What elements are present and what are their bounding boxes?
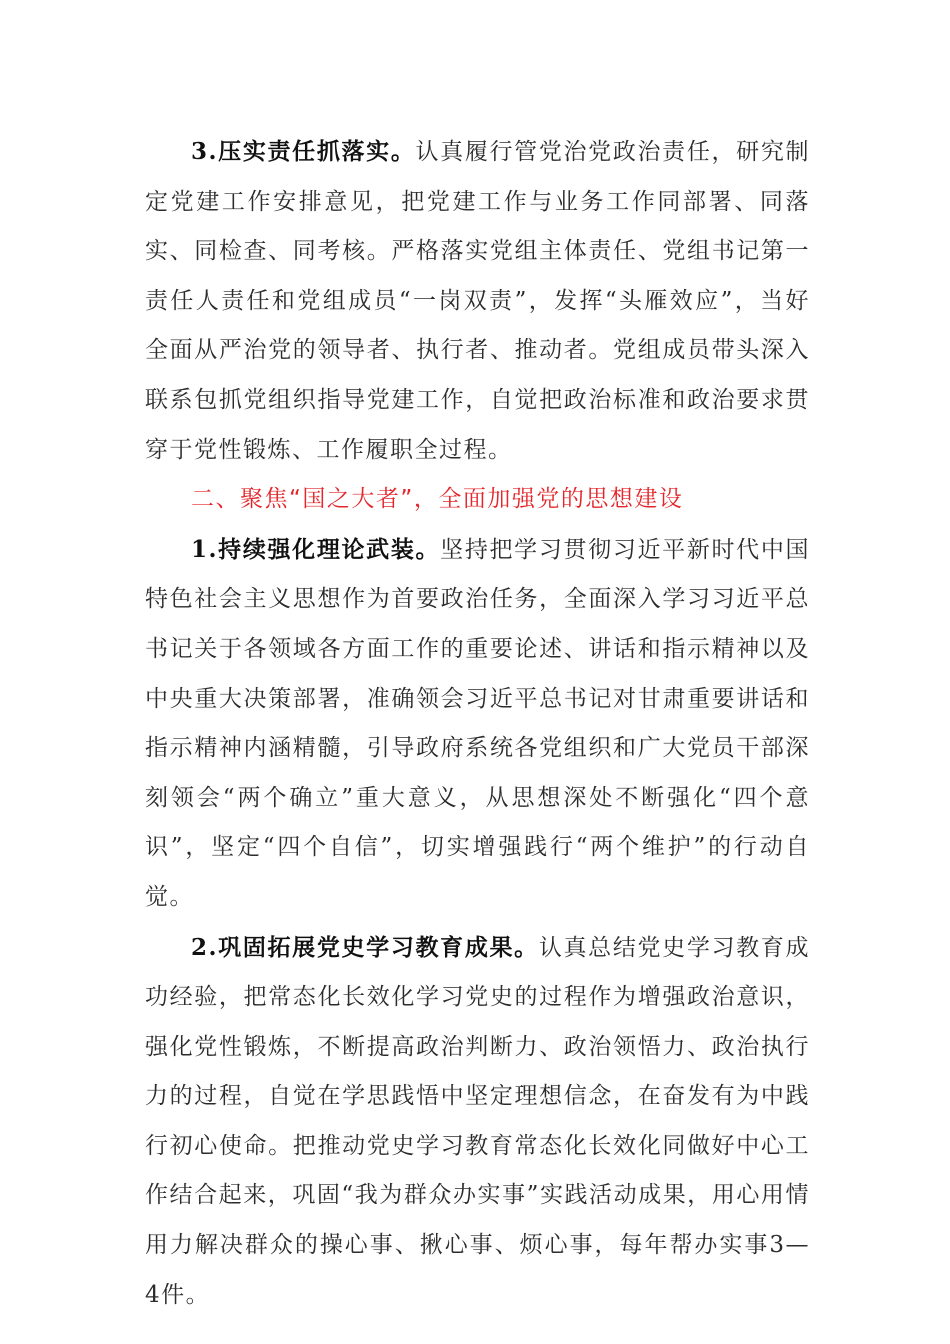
paragraph-text-theory: 坚持把学习贯彻习近平新时代中国特色社会主义思想作为首要政治任务，全面深入学习习近平总书记关于各领域各方面工作的重要论述、讲话和指示精神以及中央重大决策部署，准确领会习近平总书记对甘肃重要讲话和指示精神内涵精髓，引导政府系统各党组织和广大党员干部深刻领会“两个确立”重大意义，从思想深处不断强化“四个意识”，坚定“四个自信”，切实增强践行“两个维护”的行动自觉。 <box>145 536 810 910</box>
paragraph-lead-party-history: 2.巩固拓展党史学习教育成果。 <box>191 933 539 961</box>
document-body <box>145 127 810 1320</box>
paragraph-text-party-history: 认真总结党史学习教育成功经验，把常态化长效化学习党史的过程作为增强政治意识，强化党性锻炼，不断提高政治判断力、政治领悟力、政治执行力的过程，自觉在学思践悟中坚定理想信念，在奋发有为中践行初心使命。把推动党史学习教育常态化长效化同做好中心工作结合起来，巩固“我为群众办实事”实践活动成果，用心用情用力解决群众的操心事、揪心事、烦心事，每年帮办实事3—4件。 <box>145 934 811 1308</box>
paragraph-party-history <box>145 923 810 1321</box>
paragraph-lead-theory: 1.持续强化理论武装。 <box>191 535 441 563</box>
paragraph-text-responsibility: 认真履行管党治党政治责任，研究制定党建工作安排意见，把党建工作与业务工作同部署、同落实、同检查、同考核。严格落实党组主体责任、党组书记第一责任人责任和党组成员“一岗双责”，发挥“头雁效应”，当好全面从严治党的领导者、执行者、推动者。党组成员带头深入联系包抓党组织指导党建工作，自觉把政治标准和政治要求贯穿于党性锻炼、工作履职全过程。 <box>145 139 811 463</box>
section-heading-ideology: 二、聚焦“国之大者”，全面加强党的思想建设 <box>191 486 684 513</box>
paragraph-lead-responsibility: 3.压实责任抓落实。 <box>191 138 416 165</box>
paragraph-theory <box>145 525 810 923</box>
paragraph-responsibility <box>145 127 810 475</box>
